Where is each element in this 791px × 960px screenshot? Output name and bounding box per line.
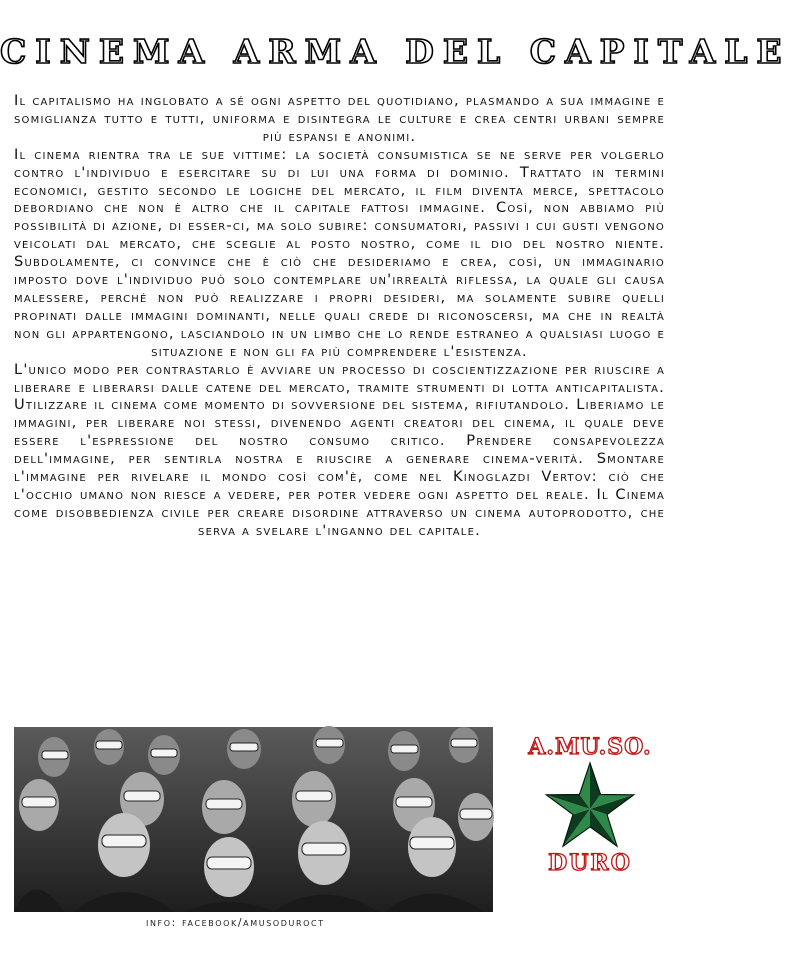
paragraph-2: Il cinema rientra tra le sue vittime: la società consumistica se ne serve per volgerlo contro l'individuo e esercitare su di lui una forma di dominio. Trattato in termini economici, gestito secondo le logiche del mercato, il film diventa merce, spettacolo debordiano che non è altro che il capitale fattosi immagine. Così, non abbiamo più possibilità di azione, di esser-ci, ma solo subire: consumatori, passivi i cui gusti vengono veicolati dal mercato, che sceglie al posto nostro, come il dio del nostro niente. Subdolamente, ci convince che è ciò che desideriamo e crea, così, un immaginario imposto dove l'individuo può solo contemplare un'irrealtà riflessa, la quale gli causa malessere, perché non può realizzare i propri desideri, ma solamente subire quelli propinati dalle immagini dominanti, nelle quali crede di riconoscersi, ma che in realtà non gli appartengono, lasciandolo in un limbo che lo rende estraneo a qualsiasi luogo e situazione e non gli fa più comprendere l'esistenza. [14, 145, 665, 360]
article-body [14, 92, 665, 540]
page-title: CINEMA ARMA DEL CAPITALE [0, 32, 791, 71]
nautical-star-icon [525, 760, 655, 855]
audience-photo [14, 727, 493, 912]
paragraph-1: Il capitalismo ha inglobato a sé ogni aspetto del quotidiano, plasmando a sua immagine e somiglianza tutto e tutti, uniforma e disintegra le culture e crea centri urbani sempre più espansi e anonimi. [14, 92, 665, 145]
logo-top-text: A.MU.SO. [528, 734, 652, 760]
logo-bottom-text: DURO [548, 850, 632, 876]
info-caption: info: facebook/amusoduroct [146, 916, 325, 929]
paragraph-3: L'unico modo per contrastarlo è avviare un processo di coscientizzazione per riuscire a liberare e liberarsi dalle catene del mercato, tramite strumenti di lotta anticapitalista. Utilizzare il cinema come momento di sovversione del sistema, rifiutandolo. Liberiamo le immagini, per liberare noi stessi, divenendo agenti creatori del cinema, il quale deve essere l'espressione del nostro consumo critico. Prendere consapevolezza dell'immagine, per sentirla nostra e riuscire a generare cinema-verità. Smontare l'immagine per rivelare il mondo così com'è, come nel Kinoglazdi Vertov: ciò che l'occhio umano non riesce a vedere, per poter vedere ogni aspetto del reale. Il Cinema come disobbedienza civile per creare disordine attraverso un cinema autoprodotto, che serva a svelare l'inganno del capitale. [14, 360, 665, 539]
amuso-duro-logo [515, 728, 665, 888]
audience-3d-glasses-photo [14, 727, 493, 912]
